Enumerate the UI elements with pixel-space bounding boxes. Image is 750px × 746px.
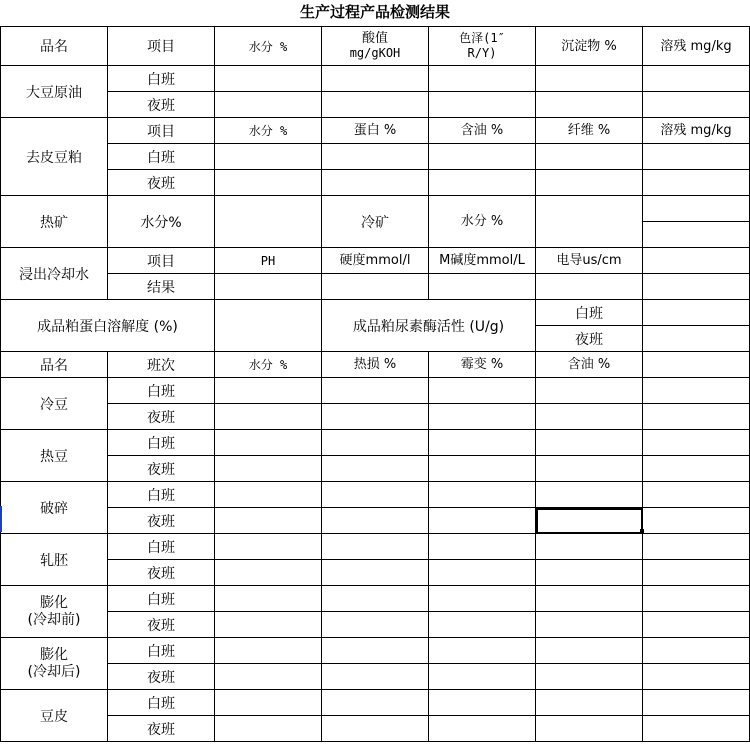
cell[interactable] [322,638,429,664]
shift-day[interactable]: 白班 [108,144,215,170]
cell[interactable] [322,456,429,482]
process-header-heat-loss[interactable]: 热损 % [322,352,429,378]
meal-header-protein[interactable]: 蛋白 % [322,118,429,144]
cell[interactable] [215,404,322,430]
shift-night[interactable]: 夜班 [108,170,215,196]
cell[interactable] [322,274,429,300]
cell[interactable] [215,534,322,560]
cell[interactable] [215,378,322,404]
cell[interactable] [322,612,429,638]
shift-night[interactable]: 夜班 [108,560,215,586]
cold-ore-water-value[interactable] [536,196,643,248]
shift-night[interactable]: 夜班 [108,716,215,742]
selected-cell[interactable] [536,508,643,534]
cell[interactable] [215,690,322,716]
cell[interactable] [215,430,322,456]
cell[interactable] [429,92,536,118]
cold-ore-water-label[interactable]: 水分 % [429,196,536,248]
header-sediment[interactable]: 沉淀物 % [536,27,643,66]
cell[interactable] [643,690,750,716]
cell[interactable] [322,66,429,92]
cooling-header-ph[interactable]: PH [215,248,322,274]
process-header-water[interactable]: 水分 % [215,352,322,378]
cell[interactable] [536,92,643,118]
process-row-name[interactable]: 冷豆 [1,378,108,430]
color-label: 色泽(1″ [459,31,505,45]
cell[interactable] [322,560,429,586]
cell[interactable] [429,664,536,690]
cell[interactable] [429,534,536,560]
cell[interactable] [643,534,750,560]
shift-night[interactable]: 夜班 [108,92,215,118]
cell[interactable] [536,404,643,430]
header-water[interactable]: 水分 % [215,27,322,66]
header-residue[interactable]: 溶残 mg/kg [643,27,750,66]
cell[interactable] [429,66,536,92]
cell[interactable] [429,378,536,404]
process-row-name[interactable]: 破碎 [1,482,108,534]
shift-day[interactable]: 白班 [108,638,215,664]
process-row-name: 膨化 [40,594,68,611]
header-acid-value[interactable] [322,27,429,66]
row-indicator [0,506,2,532]
cell[interactable] [322,534,429,560]
cell[interactable] [215,638,322,664]
shift-day[interactable]: 白班 [108,378,215,404]
fill-handle[interactable] [640,529,644,533]
cell[interactable] [429,638,536,664]
cell[interactable] [215,92,322,118]
cooling-header-alkalinity[interactable]: M碱度mmol/L [429,248,536,274]
cell[interactable] [643,612,750,638]
shift-night[interactable]: 夜班 [108,664,215,690]
cell[interactable] [215,560,322,586]
cell[interactable] [429,274,536,300]
shift-day[interactable]: 白班 [108,482,215,508]
cell[interactable] [643,248,750,274]
meal-protein-solubility-label[interactable]: 成品粕蛋白溶解度 (%) [1,300,215,352]
meal-header-oil[interactable]: 含油 % [429,118,536,144]
hot-ore-water-value[interactable] [215,196,322,248]
cell[interactable] [536,560,643,586]
process-row-name[interactable]: 热豆 [1,430,108,482]
process-header-mold[interactable]: 霉变 % [429,352,536,378]
cell[interactable] [643,638,750,664]
cell[interactable] [536,66,643,92]
shift-night[interactable]: 夜班 [108,508,215,534]
cell[interactable] [643,222,750,248]
cell[interactable] [322,92,429,118]
process-header-shift[interactable]: 班次 [108,352,215,378]
shift-day[interactable]: 白班 [108,66,215,92]
cell[interactable] [536,144,643,170]
report-title: 生产过程产品检测结果 [299,3,450,21]
meal-protein-solubility-value[interactable] [215,300,322,352]
cell[interactable] [429,170,536,196]
meal-header-item[interactable]: 项目 [108,118,215,144]
cell[interactable] [322,430,429,456]
cell[interactable] [643,404,750,430]
cell[interactable] [643,300,750,326]
product-crude-oil[interactable]: 大豆原油 [1,66,108,118]
cell[interactable] [429,690,536,716]
process-row-sub: (冷却后) [27,663,81,680]
cell[interactable] [643,196,750,222]
cell[interactable] [643,274,750,300]
cell[interactable] [215,716,322,742]
header-name[interactable]: 品名 [1,27,108,66]
cell[interactable] [322,586,429,612]
process-row-name[interactable]: 轧胚 [1,534,108,586]
cell[interactable] [322,404,429,430]
meal-header-fiber[interactable]: 纤维 % [536,118,643,144]
cooling-header-hardness[interactable]: 硬度mmol/l [322,248,429,274]
process-header-oil[interactable]: 含油 % [536,352,643,378]
hot-ore-water-label[interactable]: 水分% [108,196,215,248]
cell[interactable] [643,482,750,508]
cell[interactable] [643,66,750,92]
cell[interactable] [536,586,643,612]
cell[interactable] [215,170,322,196]
cell[interactable] [643,430,750,456]
meal-urease-activity-label[interactable]: 成品粕尿素酶活性 (U/g) [322,300,536,352]
cell[interactable] [429,430,536,456]
cell[interactable] [215,586,322,612]
cell[interactable] [215,66,322,92]
shift-day[interactable]: 白班 [108,690,215,716]
process-header-name[interactable]: 品名 [1,352,108,378]
cell[interactable] [322,482,429,508]
cell[interactable] [643,378,750,404]
cooling-header-item[interactable]: 项目 [108,248,215,274]
cell[interactable] [536,612,643,638]
cell[interactable] [429,456,536,482]
acid-label: 酸值 [361,31,388,46]
product-dehulled-meal[interactable]: 去皮豆粕 [1,118,108,196]
process-row-name[interactable]: 豆皮 [1,690,108,742]
inspection-table [0,26,750,742]
process-row-name-with-sub[interactable] [1,586,108,638]
cell[interactable] [429,482,536,508]
cell[interactable] [643,92,750,118]
cell[interactable] [536,170,643,196]
cell[interactable] [536,378,643,404]
cell[interactable] [215,482,322,508]
cell[interactable] [322,508,429,534]
header-item[interactable]: 项目 [108,27,215,66]
cell[interactable] [429,144,536,170]
cell[interactable] [322,690,429,716]
cooling-result[interactable]: 结果 [108,274,215,300]
cell[interactable] [536,482,643,508]
cell[interactable] [643,326,750,352]
shift-day[interactable]: 白班 [536,300,643,326]
cell[interactable] [536,274,643,300]
cell[interactable] [536,664,643,690]
cell[interactable] [322,716,429,742]
cell[interactable] [322,144,429,170]
process-row-sub: (冷却前) [27,611,81,628]
cell[interactable] [215,274,322,300]
cell[interactable] [536,456,643,482]
cell[interactable] [322,170,429,196]
cell[interactable] [429,586,536,612]
cell[interactable] [215,612,322,638]
acid-unit: mg/gKOH [349,46,401,60]
shift-day[interactable]: 白班 [108,586,215,612]
cell[interactable] [643,508,750,534]
cell[interactable] [215,664,322,690]
cell[interactable] [643,664,750,690]
process-row-name: 膨化 [40,646,68,663]
meal-header-water[interactable]: 水分 % [215,118,322,144]
hot-ore-label[interactable]: 热矿 [1,196,108,248]
cell[interactable] [322,378,429,404]
meal-header-residue[interactable]: 溶残 mg/kg [643,118,750,144]
cell[interactable] [429,716,536,742]
cell[interactable] [429,404,536,430]
shift-night[interactable]: 夜班 [536,326,643,352]
process-row-name-with-sub[interactable] [1,638,108,690]
cold-ore-label[interactable]: 冷矿 [322,196,429,248]
shift-day[interactable]: 白班 [108,430,215,456]
cell[interactable] [429,508,536,534]
cell[interactable] [429,560,536,586]
cell[interactable] [322,664,429,690]
cell[interactable] [643,456,750,482]
cell[interactable] [215,144,322,170]
cell[interactable] [643,560,750,586]
product-cooling-water[interactable]: 浸出冷却水 [1,248,108,300]
cell[interactable] [643,170,750,196]
cell[interactable] [643,352,750,378]
cell[interactable] [536,716,643,742]
cell[interactable] [536,430,643,456]
cell[interactable] [215,508,322,534]
shift-day[interactable]: 白班 [108,534,215,560]
cell[interactable] [643,586,750,612]
cell[interactable] [536,638,643,664]
shift-night[interactable]: 夜班 [108,612,215,638]
cooling-header-conductivity[interactable]: 电导us/cm [536,248,643,274]
cell[interactable] [429,612,536,638]
cell[interactable] [215,456,322,482]
shift-night[interactable]: 夜班 [108,456,215,482]
color-unit: R/Y) [467,46,497,60]
cell[interactable] [536,534,643,560]
cell[interactable] [643,716,750,742]
shift-night[interactable]: 夜班 [108,404,215,430]
header-color[interactable] [429,27,536,66]
cell[interactable] [643,144,750,170]
cell[interactable] [536,690,643,716]
